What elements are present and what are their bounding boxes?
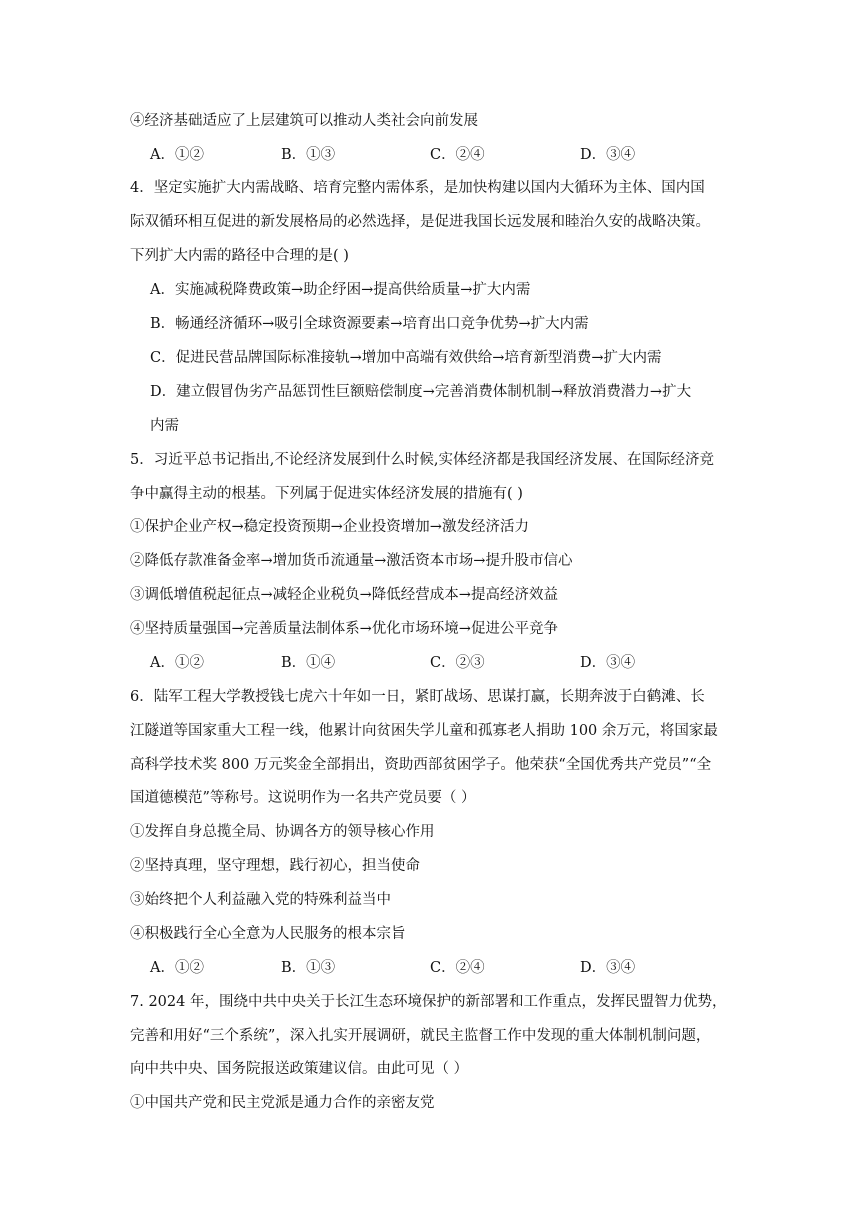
q7-statement-1: ①中国共产党和民主党派是通力合作的亲密友党 — [130, 1095, 435, 1111]
q5-stem-line-2: 争中赢得主动的根基。下列属于促进实体经济发展的措施有( ) — [130, 486, 523, 502]
q6-statement-3: ③始终把个人利益融入党的特殊利益当中 — [130, 892, 391, 908]
option-d: D．③④ — [580, 655, 636, 671]
q4-option-c: C．促进民营品牌国际标准接轨→增加中高端有效供给→培育新型消费→扩大内需 — [150, 350, 662, 366]
option-b: B．①③ — [281, 960, 336, 976]
q6-stem-line-3: 高科学技术奖 800 万元奖金全部捐出，资助西部贫困学子。他荣获“全国优秀共产党员”“全 — [130, 757, 712, 773]
q6-statement-1: ①发挥自身总揽全局、协调各方的领导核心作用 — [130, 824, 435, 840]
option-a: A．①② — [150, 147, 204, 163]
option-a: A．①② — [150, 655, 204, 671]
q6-stem-line-1: 6．陆军工程大学教授钱七虎六十年如一日，紧盯战场、思谋打赢，长期奔波于白鹤滩、长 — [130, 689, 705, 705]
q4-stem-line-2: 际双循环相互促进的新发展格局的必然选择，是促进我国长远发展和睦治久安的战略决策。 — [130, 214, 710, 230]
q6-statement-4: ④积极践行全心全意为人民服务的根本宗旨 — [130, 926, 406, 942]
q7-stem-line-3: 向中共中央、国务院报送政策建议信。由此可见（ ） — [130, 1061, 469, 1077]
q5-statement-4: ④坚持质量强国→完善质量法制体系→优化市场环境→促进公平竞争 — [130, 621, 558, 637]
q4-stem-line-1: 4．坚定实施扩大内需战略、培育完整内需体系，是加快构建以国内大循环为主体、国内国 — [130, 180, 705, 196]
option-d: D．③④ — [580, 147, 636, 163]
q3-statement-4: ④经济基础适应了上层建筑可以推动人类社会向前发展 — [130, 113, 478, 129]
q4-option-b: B．畅通经济循环→吸引全球资源要素→培育出口竞争优势→扩大内需 — [150, 316, 589, 332]
q4-option-d-continued: 内需 — [150, 418, 179, 434]
q6-stem-line-2: 江隧道等国家重大工程一线，他累计向贫困失学儿童和孤寡老人捐助 100 余万元，将国家最 — [130, 723, 718, 739]
q6-stem-line-4: 国道德模范”等称号。这说明作为一名共产党员要（ ） — [130, 790, 476, 806]
option-b: B．①④ — [281, 655, 336, 671]
q4-stem-line-3: 下列扩大内需的路径中合理的是( ) — [130, 248, 349, 264]
option-c: C．②④ — [430, 960, 485, 976]
q5-statement-3: ③调低增值税起征点→减轻企业税负→降低经营成本→提高经济效益 — [130, 587, 558, 603]
q6-statement-2: ②坚持真理，坚守理想，践行初心，担当使命 — [130, 858, 420, 874]
q5-stem-line-1: 5．习近平总书记指出,不论经济发展到什么时候,实体经济都是我国经济发展、在国际经济竞 — [130, 452, 714, 468]
option-c: C．②③ — [430, 655, 485, 671]
q5-statement-2: ②降低存款准备金率→增加货币流通量→激活资本市场→提升股市信心 — [130, 553, 573, 569]
option-b: B．①③ — [281, 147, 336, 163]
q4-option-d: D．建立假冒伪劣产品惩罚性巨额赔偿制度→完善消费体制机制→释放消费潜力→扩大 — [150, 384, 692, 400]
q4-option-a: A．实施减税降费政策→助企纾困→提高供给质量→扩大内需 — [150, 282, 531, 298]
option-d: D．③④ — [580, 960, 636, 976]
option-a: A．①② — [150, 960, 204, 976]
q7-stem-line-2: 完善和用好“三个系统”，深入扎实开展调研，就民主监督工作中发现的重大体制机制问题， — [130, 1028, 711, 1044]
q5-statement-1: ①保护企业产权→稳定投资预期→企业投资增加→激发经济活力 — [130, 519, 529, 535]
option-c: C．②④ — [430, 147, 485, 163]
q7-stem-line-1: 7. 2024 年，围绕中共中央关于长江生态环境保护的新部署和工作重点，发挥民盟智力优势， — [130, 994, 727, 1010]
